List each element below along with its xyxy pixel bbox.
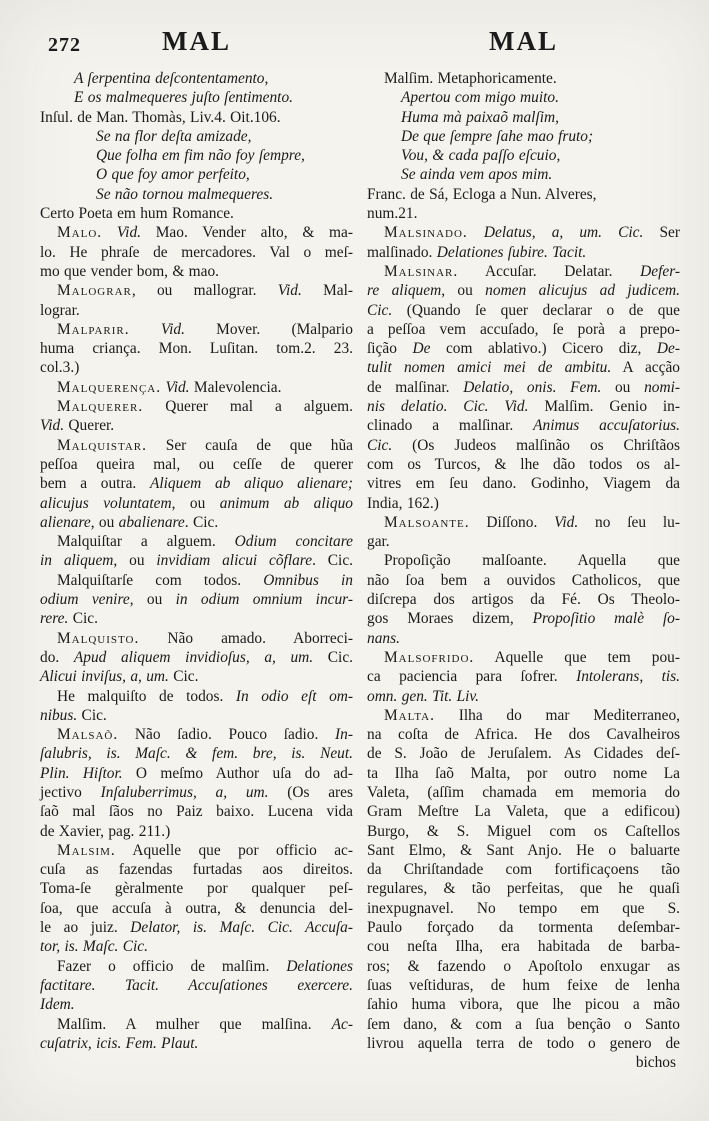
- text-line: Malquisto. Não amado. Aborreci-: [57, 629, 353, 647]
- text-line: vitres em ſeu dano. Godinho, Viagem da: [367, 475, 680, 493]
- text-line: alienare, ou abalienare. Cic.: [40, 513, 219, 531]
- text-line: de S. João de Jeruſalem. As Cidades deſ-: [367, 745, 680, 763]
- text-line: Malta. Ilha do mar Mediterraneo,: [384, 706, 680, 724]
- entry-malquerer: [40, 397, 353, 436]
- text-line: Cic. (Os Judeos malſinão os Chriſtãos: [367, 436, 680, 454]
- text-line: factitare. Tacit. Accuſationes exercere.: [40, 976, 353, 994]
- text-line: Fazer o officio de malſim. Delationes: [57, 957, 353, 975]
- text-line: Sant Elmo, & Sant Anjo. He o baluarte: [367, 841, 680, 859]
- text-line: diſcrepa dos artigos da Fé. Os Theolo-: [367, 591, 680, 609]
- text-line: ros; & fazendo o Apoſtolo enxugar as: [367, 957, 680, 975]
- text-line: Malsinar. Accuſar. Delatar. Defer-: [384, 262, 680, 280]
- text-line: Alicui inviſus, a, um. Cic.: [40, 668, 199, 686]
- text-line: in aliquem, ou invidiam alicui cõflare. Cic.: [40, 552, 353, 570]
- text-line: ta Ilha ſaõ Malta, por outro nome La: [367, 764, 680, 782]
- entry-malta: [367, 706, 680, 1053]
- text-line: Vou, & cada paſſo eſcuio,: [401, 147, 561, 165]
- text-line: mo que vender bom, & mao.: [40, 262, 220, 280]
- text-line: O que foy amor perfeito,: [96, 166, 250, 184]
- text-line: alicujus voluntatem, ou animum ab aliquo: [40, 494, 354, 512]
- text-line: Malsaõ. Não ſadio. Pouco ſadio. In-: [57, 726, 353, 744]
- entry-malsinar: [367, 262, 680, 513]
- text-line: bem a outra. Aliquem ab aliquo alienare;: [40, 475, 353, 493]
- text-line: Franc. de Sá, Ecloga a Nun. Alveres,: [367, 185, 597, 203]
- text-line: Malſim. Metaphoricamente.: [384, 70, 557, 87]
- entry-malsinado: [367, 223, 680, 262]
- page-number: 272: [48, 34, 81, 56]
- entry-he-malquisto: [40, 687, 353, 726]
- text-line: Malquerer. Querer mal a alguem.: [57, 398, 353, 416]
- text-line: Malsim. Aquelle que por officio ac-: [57, 841, 353, 859]
- text-line: gos Moraes dizem, Propoſitio malè ſo-: [367, 610, 680, 628]
- entry-malo: [40, 223, 353, 281]
- text-line: Se na flor deſta amizade,: [96, 127, 252, 145]
- text-line: lo. He phraſe de mercadores. Val o meſ-: [40, 243, 353, 261]
- text-line: malſinado. Delationes ſubire. Tacit.: [367, 243, 587, 261]
- entry-fazer-officio-de-malsim: [40, 957, 353, 1015]
- text-line: a peſſoa vem accuſado, ſe porà a prepo-: [367, 320, 680, 338]
- text-line: com os Turcos, & lhe dão todos os al-: [367, 455, 680, 473]
- text-line: ſuas veſtiduras, de hum feixe de lenha: [367, 976, 680, 994]
- text-line: Malſim. A mulher que malſina. Ac-: [57, 1015, 353, 1033]
- text-line: tor, is. Maſc. Cic.: [40, 938, 148, 956]
- text-line: Certo Poeta em hum Romance.: [40, 205, 234, 223]
- text-line: rere. Cic.: [40, 610, 98, 628]
- text-line: nibus. Cic.: [40, 706, 107, 724]
- text-line: Paulo forçado da tormenta deſembar-: [367, 919, 680, 937]
- text-line: nis delatio. Cic. Vid. Malſim. Genio in-: [367, 398, 680, 416]
- text-line: num.21.: [367, 205, 418, 223]
- catchword: [367, 1053, 680, 1072]
- entry-malquistar: [40, 436, 353, 532]
- text-line: ca paciencia para ſofrer. Intolerans, tis.: [367, 668, 680, 686]
- citation-romance: [40, 204, 353, 223]
- text-line: Que folha em fim não foy ſempre,: [96, 147, 305, 165]
- text-line: nans.: [367, 629, 400, 647]
- right-column: [367, 69, 680, 1072]
- text-line: inexpugnavel. No tempo em que S.: [367, 899, 680, 917]
- text-line: Inſul. de Man. Thomàs, Liv.4. Oit.106.: [40, 108, 281, 126]
- text-line: do. Apud aliquem invidioſus, a, um. Cic.: [40, 648, 353, 666]
- text-line: ſaõ mal ſãos no Paiz baixo. Lucena vida: [40, 803, 353, 821]
- entry-malsim-metaphoricamente: [367, 69, 680, 88]
- entry-malograr: [40, 281, 353, 320]
- text-line: Malsoante. Diſſono. Vid. no ſeu lu-: [384, 513, 680, 531]
- text-line: clinado a malſinar. Animus accuſatorius.: [367, 417, 680, 435]
- text-line: Malsofrido. Aquelle que tem pou-: [384, 648, 680, 666]
- entry-malquerenca: [40, 378, 353, 397]
- text-line: peſſoa queira mal, ou ceſſe de querer: [40, 455, 353, 473]
- text-line: jectivo Inſaluberrimus, a, um. (Os ares: [40, 783, 353, 801]
- text-line: regulares, & tão perfeitas, que he quaſi: [367, 880, 680, 898]
- text-line: ſahio huma vibora, que lhe picou a mão: [367, 996, 680, 1014]
- text-line: Malquiſtar a alguem. Odium concitare: [57, 533, 353, 551]
- text-line: Malo. Vid. Mao. Vender alto, & ma-: [57, 224, 353, 242]
- text-line: le ao juiz. Delator, is. Maſc. Cic. Accuſa-: [40, 919, 353, 937]
- text-line: India, 162.): [367, 494, 439, 512]
- entry-malsim-mulher: [40, 1015, 353, 1054]
- text-line: Se não tornou malmequeres.: [96, 185, 274, 203]
- entry-malsao: [40, 725, 353, 841]
- entry-malquisto: [40, 629, 353, 687]
- entry-malsofrido: [367, 648, 680, 706]
- page-header: [0, 0, 709, 55]
- text-line: cou neſta Ilha, era habitada de barba-: [367, 938, 680, 956]
- text-line: bichos: [635, 1054, 676, 1072]
- text-line: Vid. Querer.: [40, 417, 115, 435]
- entry-malquistarse: [40, 571, 353, 629]
- text-line: col.3.): [40, 359, 80, 377]
- text-columns: [0, 55, 709, 1072]
- text-line: Plin. Hiſtor. O meſmo Author uſa do ad-: [40, 764, 353, 782]
- left-column: [40, 69, 353, 1072]
- text-line: tulit nomen amici mei de ambitu. A acção: [367, 359, 680, 377]
- text-line: Malograr, ou mallograr. Vid. Mal-: [57, 282, 353, 300]
- text-line: Toma-ſe gèralmente por qualquer peſ-: [40, 880, 353, 898]
- text-line: E os malmequeres juſto ſentimento.: [74, 89, 294, 107]
- text-line: Se ainda vem apos mim.: [401, 166, 553, 184]
- entry-malquistar-a-alguem: [40, 532, 353, 571]
- entry-proposicao-malsoante: [367, 551, 680, 647]
- text-line: Malparir. Vid. Mover. (Malpario: [57, 320, 353, 338]
- text-line: cuſatrix, icis. Fem. Plaut.: [40, 1034, 199, 1052]
- verse-quote-amizade: [40, 127, 353, 204]
- entry-malsoante: [367, 513, 680, 552]
- text-line: de Xavier, pag. 211.): [40, 822, 171, 840]
- text-line: Idem.: [40, 996, 75, 1014]
- text-line: Valeta, (aſſim chamada em memoria do: [367, 783, 680, 801]
- text-line: livrou aquella terra de todo o genero de: [367, 1034, 680, 1052]
- text-line: omn. gen. Tit. Liv.: [367, 687, 479, 705]
- entry-malsim: [40, 841, 353, 957]
- text-line: cuſa as fazendas furtadas aos direitos.: [40, 861, 353, 879]
- text-line: Huma mà paixaõ malſim,: [401, 108, 559, 126]
- text-line: gar.: [367, 533, 390, 551]
- entry-malparir: [40, 320, 353, 378]
- text-line: Malquistar. Ser cauſa de que hũa: [57, 436, 353, 454]
- running-head-right: MAL: [489, 26, 558, 56]
- text-line: ſalubris, is. Maſc. & fem. bre, is. Neut.: [40, 745, 353, 763]
- text-line: Propoſição malſoante. Aquella que: [384, 552, 680, 570]
- text-line: odium venire, ou in odium omnium incur-: [40, 591, 353, 609]
- verse-quote-malsim: [367, 88, 680, 184]
- text-line: A ſerpentina deſcontentamento,: [74, 70, 269, 87]
- text-line: Apertou com migo muito.: [401, 89, 559, 107]
- text-line: re aliquem, ou nomen alicujus ad judicem.: [367, 282, 680, 300]
- text-line: na coſta de Africa. He dos Cavalheiros: [367, 726, 680, 744]
- text-line: de malſinar. Delatio, onis. Fem. ou nomi-: [367, 378, 680, 396]
- text-line: Cic. (Quando ſe quer declarar o de que: [367, 301, 680, 319]
- text-line: Malquerença. Vid. Malevolencia.: [57, 378, 282, 396]
- running-head-left: MAL: [162, 26, 231, 56]
- verse-quote-malmequeres: [40, 69, 353, 108]
- text-line: ſem dano, & com a ſua benção o Santo: [367, 1015, 680, 1033]
- text-line: lograr.: [40, 301, 80, 319]
- text-line: ſição De com ablativo.) Cicero diz, De-: [367, 340, 680, 358]
- text-line: huma criança. Mon. Luſitan. tom.2. 23.: [40, 340, 353, 358]
- text-line: Burgo, & S. Miguel com os Caſtellos: [367, 822, 680, 840]
- text-line: Malsinado. Delatus, a, um. Cic. Ser: [384, 224, 680, 242]
- text-line: He malquiſto de todos. In odio eſt om-: [57, 687, 353, 705]
- text-line: Malquiſtarſe com todos. Omnibus in: [57, 571, 353, 589]
- text-line: Gram Meſtre La Valeta, que a edificou): [367, 803, 680, 821]
- text-line: da Chriſtandade com fortificaçoens tão: [367, 861, 680, 879]
- text-line: De que ſempre ſahe mao fruto;: [401, 127, 594, 145]
- text-line: não ſoa bem a ouvidos Catholicos, que: [367, 571, 680, 589]
- text-line: ſoa, que accuſa à outra, & denuncia del-: [40, 899, 353, 917]
- citation-franc-de-sa: [367, 185, 680, 224]
- citation-insulana: [40, 108, 353, 127]
